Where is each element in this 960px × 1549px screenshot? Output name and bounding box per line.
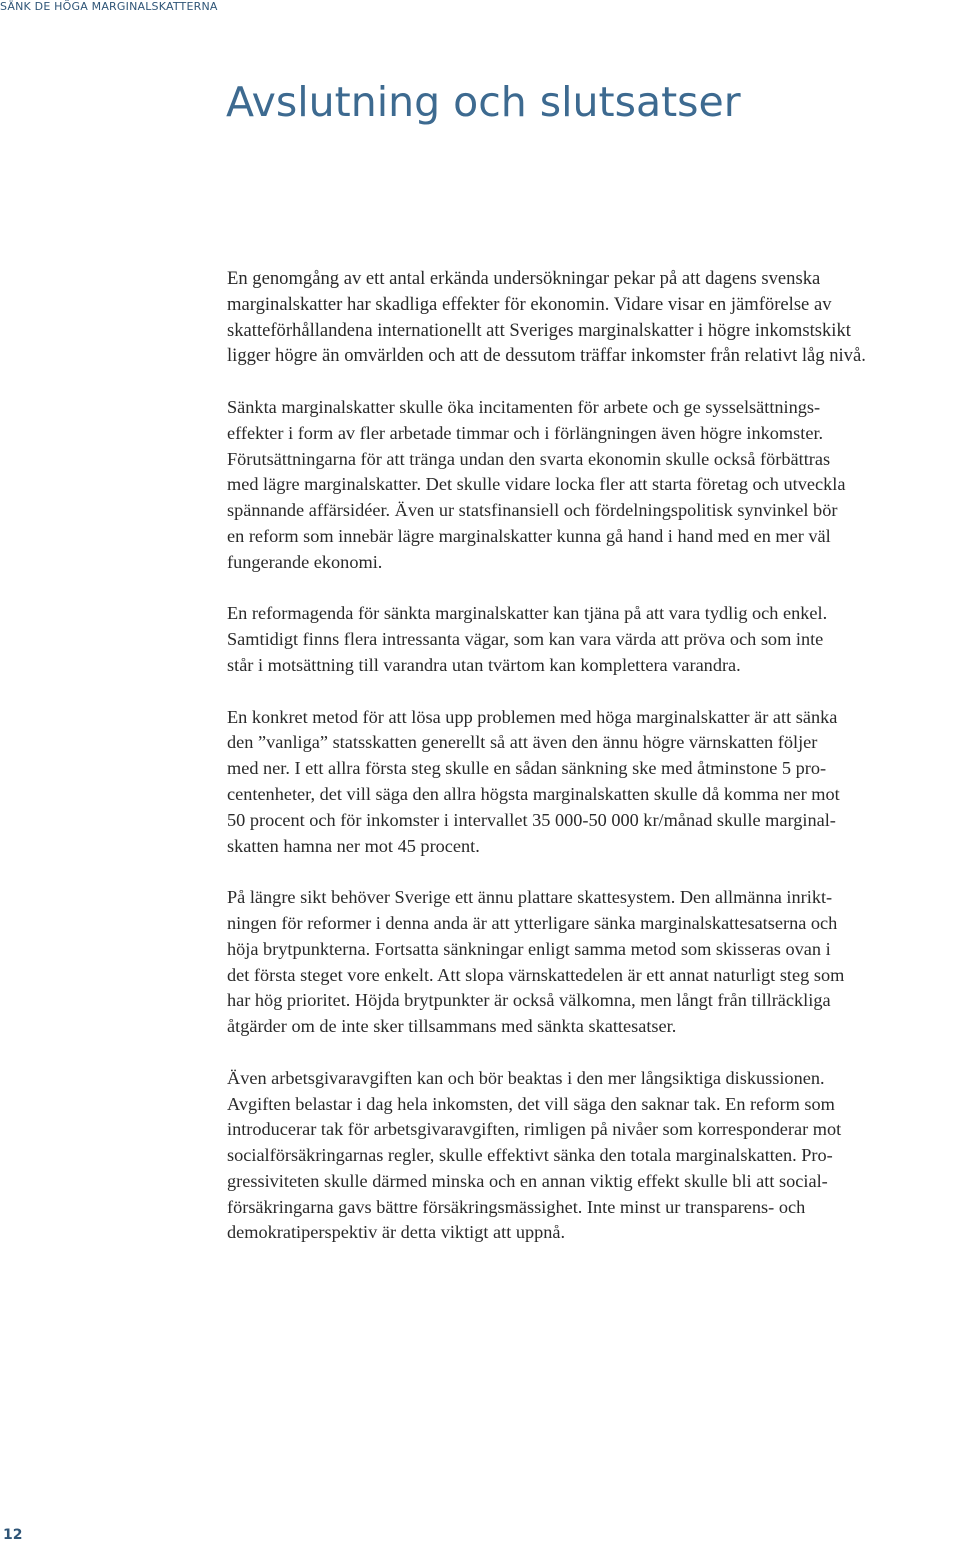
text-line: En genomgång av ett antal erkända undersökningar pekar på att dagens svenska xyxy=(227,268,821,289)
paragraph-long-term xyxy=(227,885,957,1040)
running-header: SÄNK DE HÖGA MARGINALSKATTERNA xyxy=(0,0,218,13)
text-line: står i motsättning till varandra utan tvärtom kan komplettera varandra. xyxy=(227,654,741,675)
text-line: ligger högre än omvärlden och att de dessutom träffar inkomster från relativt låg nivå. xyxy=(227,345,866,367)
text-line: har hög prioritet. Höjda brytpunkter är också välkomna, men långt från tillräckliga xyxy=(227,990,831,1011)
text-line: gressiviteten skulle därmed minska och en annan viktig effekt skulle bli att social- xyxy=(227,1170,828,1191)
text-line: en reform som innebär lägre marginalskatter kunna gå hand i hand med en mer väl xyxy=(227,525,831,546)
page-number: 12 xyxy=(3,1527,23,1543)
paragraph-intro xyxy=(227,266,957,369)
text-line: åtgärder om de inte sker tillsammans med sänkta skattesatser. xyxy=(227,1016,677,1037)
text-line: fungerande ekonomi. xyxy=(227,551,383,572)
text-line: Förutsättningarna för att tränga undan den svarta ekonomin skulle också förbättras xyxy=(227,448,831,469)
text-line: med lägre marginalskatter. Det skulle vidare locka fler att starta företag och utveckla xyxy=(227,474,846,495)
text-line: höja brytpunkterna. Fortsatta sänkningar enligt samma metod som skisseras ovan i xyxy=(227,938,831,959)
text-line: det första steget vore enkelt. Att slopa värnskattedelen är ett annat naturligt steg som xyxy=(227,964,845,985)
text-line: med ner. I ett allra första steg skulle en sådan sänkning ske med åtminstone 5 pro- xyxy=(227,758,827,779)
text-line: 50 procent och för inkomster i intervallet 35 000-50 000 kr/månad skulle marginal- xyxy=(227,809,836,830)
text-line: demokratiperspektiv är detta viktigt att uppnå. xyxy=(227,1222,566,1243)
text-line: ningen för reformer i denna anda är att ytterligare sänka marginalskattesatserna och xyxy=(227,912,838,933)
text-line: skatteförhållandena internationellt att Sveriges marginalskatter i högre inkomstskikt xyxy=(227,319,851,341)
paragraph-employer-fees xyxy=(227,1066,957,1247)
text-line: skatten hamna ner mot 45 procent. xyxy=(227,835,480,856)
text-line: En reformagenda för sänkta marginalskatter kan tjäna på att vara tydlig och enkel. xyxy=(227,603,828,624)
text-line: försäkringarna gavs bättre försäkringsmässighet. Inte minst ur transparens- och xyxy=(227,1196,806,1217)
body-text xyxy=(227,266,957,1246)
text-line: spännande affärsidéer. Även ur statsfinansiell och fördelningspolitisk synvinkel bör xyxy=(227,500,838,521)
text-line: effekter i form av fler arbetade timmar och i förlängningen även högre inkomster. xyxy=(227,422,824,443)
text-line: Avgiften belastar i dag hela inkomsten, det vill säga den saknar tak. En reform som xyxy=(227,1093,835,1114)
paragraph-incentives xyxy=(227,395,957,576)
text-line: Samtidigt finns flera intressanta vägar, som kan vara värda att pröva och som inte xyxy=(227,629,824,650)
text-line: socialförsäkringarnas regler, skulle effektivt sänka den totala marginalskatten. Pro- xyxy=(227,1145,833,1166)
paragraph-concrete-method xyxy=(227,705,957,860)
text-line: En konkret metod för att lösa upp problemen med höga marginalskatter är att sänka xyxy=(227,706,838,727)
text-line: introducerar tak för arbetsgivaravgiften, rimligen på nivåer som korresponderar mot xyxy=(227,1119,842,1140)
text-line: Sänkta marginalskatter skulle öka incitamenten för arbete och ge sysselsättnings- xyxy=(227,396,821,417)
page-title: Avslutning och slutsatser xyxy=(226,78,741,126)
text-line: marginalskatter har skadliga effekter för ekonomin. Vidare visar en jämförelse av xyxy=(227,293,832,315)
text-line: Även arbetsgivaravgiften kan och bör beaktas i den mer långsiktiga diskussionen. xyxy=(227,1067,825,1088)
text-line: centenheter, det vill säga den allra högsta marginalskatten skulle då komma ner mot xyxy=(227,783,840,804)
text-line: den ”vanliga” statsskatten generellt så att även den ännu högre värnskatten följer xyxy=(227,732,818,753)
text-line: På längre sikt behöver Sverige ett ännu plattare skattesystem. Den allmänna inrikt- xyxy=(227,887,833,908)
paragraph-reform-agenda xyxy=(227,601,957,678)
